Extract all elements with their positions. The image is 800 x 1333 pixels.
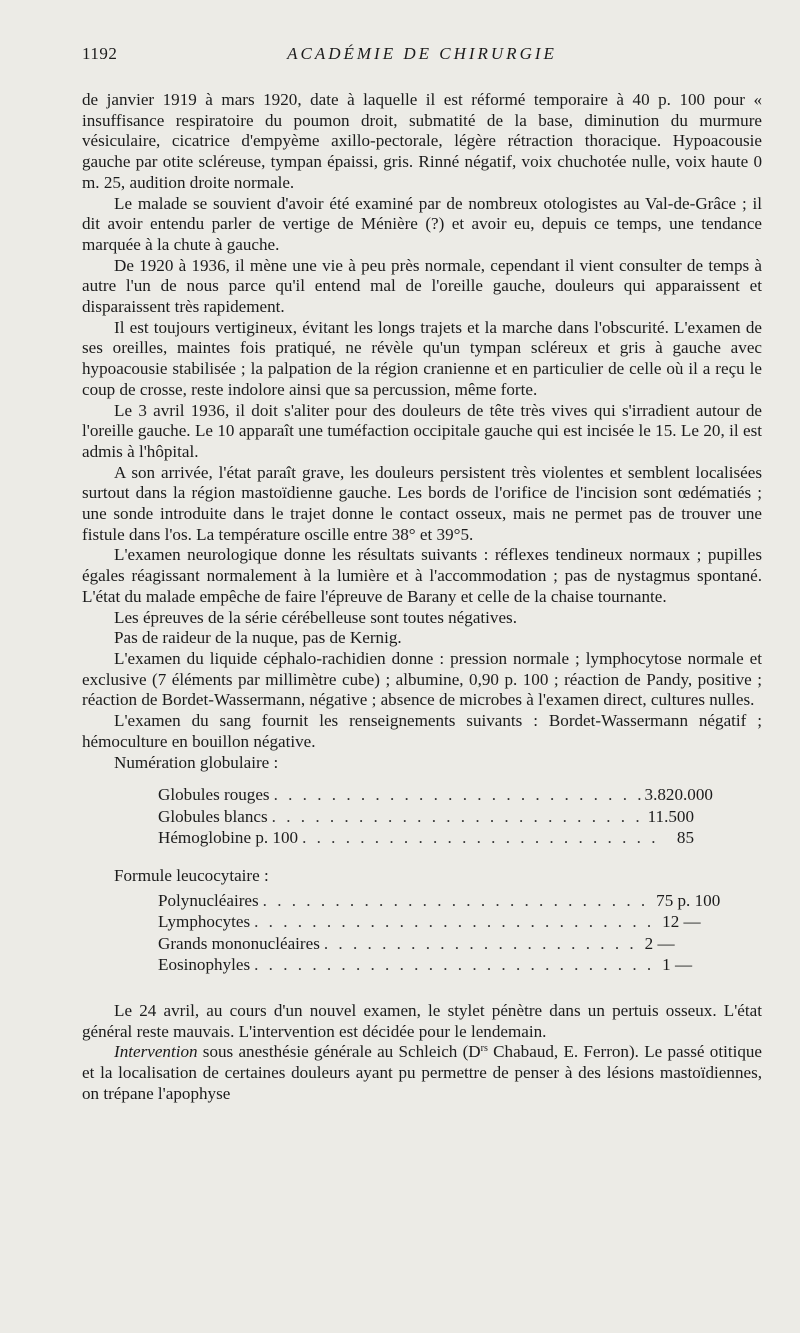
table-row (158, 955, 694, 977)
intervention-label: Intervention (114, 1042, 198, 1062)
paragraph: Pas de raideur de la nuque, pas de Kernig. (114, 628, 402, 648)
paragraph: Le 3 avril 1936, il doit s'aliter pour des douleurs de tête très vives qui s'irradient autour de l'oreille gauche. Le 10 apparaît une tuméfaction occipitale gauche qui est incisée le 15. Le 20, il est admis à l'hôpital. (82, 400, 762, 461)
table-row (158, 828, 694, 850)
formule-heading: Formule leucocytaire : (114, 865, 269, 885)
table-row (158, 807, 694, 829)
row-value: 85 (676, 828, 694, 848)
intervention-paragraph (82, 1042, 762, 1104)
dot-leader: . . . . . . . . . . . . . . . . . . . . . . . . . . . . (254, 955, 655, 975)
row-label: Globules rouges (158, 785, 270, 805)
row-label: Polynucléaires (158, 890, 259, 910)
row-label: Lymphocytes (158, 912, 251, 932)
table-row (158, 912, 701, 934)
row-value: 12 — (662, 912, 701, 932)
table-row (158, 890, 721, 913)
row-value: 2 — (644, 933, 675, 953)
table-row (158, 934, 694, 956)
body-text (82, 90, 762, 1105)
table-row (158, 785, 713, 807)
dot-leader: . . . . . . . . . . . . . . . . . . . . . . . . . . . (262, 890, 649, 910)
paragraph: L'examen du sang fournit les renseignements suivants : Bordet-Wassermann négatif ; hémoculture en bouillon négative. (82, 711, 762, 751)
dot-leader: . . . . . . . . . . . . . . . . . . . . . . (323, 933, 637, 953)
row-value: 75 p. 100 (656, 890, 721, 910)
row-label: Grands mononucléaires (158, 933, 320, 953)
row-label: Hémoglobine p. 100 (158, 828, 299, 848)
paragraph: Les épreuves de la série cérébelleuse sont toutes négatives. (114, 607, 517, 627)
formule-table (82, 890, 721, 977)
intervention-text-continued: Chabaud, E. Ferron). Le passé otitique et la localisation de certaines douleurs ayant pu permettre de penser à des lésions mastoïdiennes, on trépane l'apophyse (82, 1042, 762, 1103)
dot-leader: . . . . . . . . . . . . . . . . . . . . . . . . . . (271, 806, 643, 826)
dot-leader: . . . . . . . . . . . . . . . . . . . . . . . . . . (273, 785, 645, 805)
paragraph: Le 24 avril, au cours d'un nouvel examen, le stylet pénètre dans un pertuis osseux. L'état général reste mauvais. L'intervention est décidée pour le lendemain. (82, 1001, 762, 1041)
intervention-text: sous anesthésie générale au Schleich (D (197, 1042, 481, 1062)
page-header (82, 44, 762, 72)
paragraph: A son arrivée, l'état paraît grave, les douleurs persistent très violentes et semblent localisées surtout dans la région mastoïdienne gauche. Les bords de l'orifice de l'incision sont œdématiés ; une sonde introduite dans le trajet donne le contact osseux, mais ne permet pas de trouver une fistule dans l'os. La température oscille entre 38° et 39°5. (82, 462, 762, 544)
dot-leader: . . . . . . . . . . . . . . . . . . . . . . . . . (302, 828, 659, 848)
dot-leader: . . . . . . . . . . . . . . . . . . . . . . . . . . . . (254, 912, 655, 932)
paragraph: Le malade se souvient d'avoir été examiné par de nombreux otologistes au Val-de-Grâce ; il dit avoir entendu parler de vertige de Ménière (?) et avoir eu, depuis ce temps, une tendance marquée à la chute à gauche. (82, 193, 762, 254)
row-value: 11.500 (647, 806, 694, 826)
paragraph: De 1920 à 1936, il mène une vie à peu près normale, cependant il vient consulter de temps à autre l'un de nous parce qu'il entend mal de l'oreille gauche, douleurs qui apparaissent et disparaissent très rapidement. (82, 255, 762, 317)
paragraph: de janvier 1919 à mars 1920, date à laquelle il est réformé temporaire à 40 p. 100 pour « insuffisance respiratoire du poumon droit, submatité de la base, diminution du murmure vésiculaire, cicatrice d'empyème axillo-pectorale, légère rétraction thoracique. Hypoacousie gauche par otite scléreuse, tympan épaissi, gris. Rinné négatif, voix chuchotée nulle, voix haute 0 m. 25, audition droite normale. (82, 90, 762, 192)
row-label: Eosinophyles (158, 955, 251, 975)
doctors-abbrev-sup: rs (480, 1043, 488, 1055)
numeration-heading: Numération globulaire : (114, 752, 279, 772)
row-value: 3.820.000 (644, 785, 713, 805)
paragraph: Il est toujours vertigineux, évitant les longs trajets et la marche dans l'obscurité. L'examen de ses oreilles, maintes fois pratiqué, ne révèle qu'un tympan scléreux et gris à gauche avec hypoacousie stabilisée ; la palpation de la région cranienne et en particulier de celle où il a reçu le coup de crosse, reste indolore ainsi que sa percussion, même forte. (82, 317, 762, 399)
row-value: 1 — (662, 955, 693, 975)
paragraph: L'examen du liquide céphalo-rachidien donne : pression normale ; lymphocytose normale et exclusive (7 éléments par millimètre cube) ; albumine, 0,90 p. 100 ; réaction de Pandy, positive ; réaction de Bordet-Wassermann, négative ; absence de microbes à l'examen direct, cultures nulles. (82, 648, 762, 710)
paragraph: L'examen neurologique donne les résultats suivants : réflexes tendineux normaux ; pupilles égales réagissant normalement à la lumière et à l'accommodation ; pas de nystagmus spontané. L'état du malade empêche de faire l'épreuve de Barany et celle de la chaise tournante. (82, 545, 762, 606)
row-label: Globules blancs (158, 806, 268, 826)
running-title: ACADÉMIE DE CHIRURGIE (287, 44, 557, 63)
numeration-table (82, 785, 713, 850)
page-number: 1192 (82, 44, 118, 63)
